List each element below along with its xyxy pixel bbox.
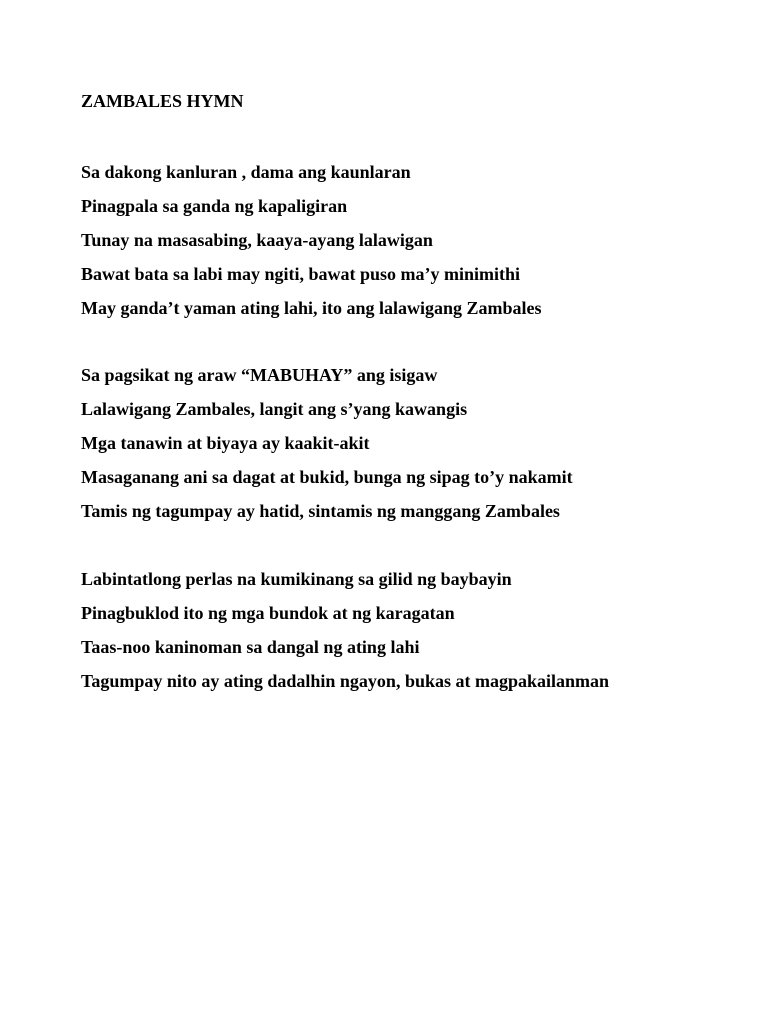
stanza-line: Mga tanawin at biyaya ay kaakit-akit bbox=[81, 433, 370, 453]
stanza-3 bbox=[81, 562, 609, 698]
stanza-line: Lalawigang Zambales, langit ang s’yang kawangis bbox=[81, 399, 468, 419]
hymn-title: ZAMBALES HYMN bbox=[81, 91, 244, 111]
stanza-line: Tamis ng tagumpay ay hatid, sintamis ng manggang Zambales bbox=[81, 501, 560, 521]
stanza-line: Masaganang ani sa dagat at bukid, bunga ng sipag to’y nakamit bbox=[81, 467, 573, 487]
stanza-line: Pinagpala sa ganda ng kapaligiran bbox=[81, 196, 348, 216]
stanza-line: Labintatlong perlas na kumikinang sa gilid ng baybayin bbox=[81, 569, 512, 589]
stanza-line: Tunay na masasabing, kaaya-ayang lalawigan bbox=[81, 230, 433, 250]
stanza-line: Sa dakong kanluran , dama ang kaunlaran bbox=[81, 162, 411, 182]
stanza-2 bbox=[81, 358, 573, 528]
stanza-line: Pinagbuklod ito ng mga bundok at ng karagatan bbox=[81, 603, 455, 623]
stanza-line: May ganda’t yaman ating lahi, ito ang lalawigang Zambales bbox=[81, 298, 542, 318]
stanza-line: Sa pagsikat ng araw “MABUHAY” ang isigaw bbox=[81, 365, 438, 385]
stanza-1 bbox=[81, 155, 542, 325]
stanza-line: Bawat bata sa labi may ngiti, bawat puso ma’y minimithi bbox=[81, 264, 521, 284]
stanza-line: Tagumpay nito ay ating dadalhin ngayon, bukas at magpakailanman bbox=[81, 671, 610, 691]
stanza-line: Taas-noo kaninoman sa dangal ng ating lahi bbox=[81, 637, 420, 657]
